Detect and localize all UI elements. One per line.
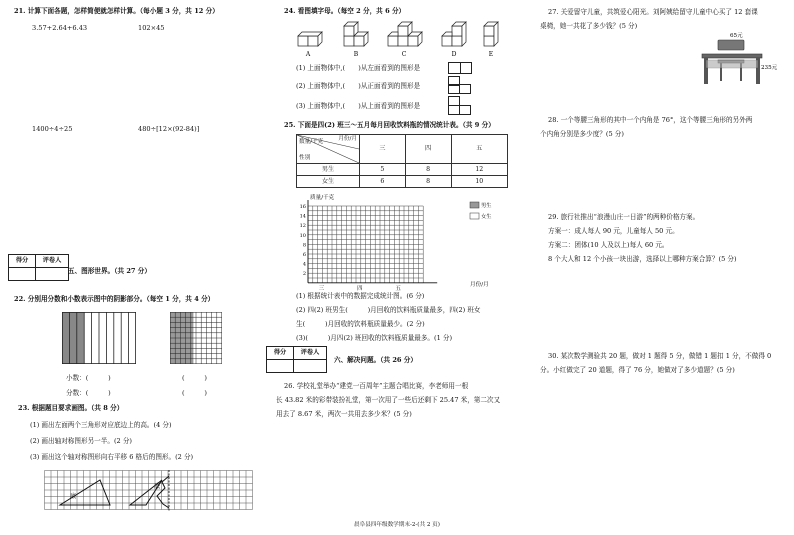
q24-view-shape-3 <box>448 96 470 114</box>
q24-title: 24. 看图填字母。（每空 2 分，共 6 分） <box>284 7 406 15</box>
chart-xlabel: 月份/月 <box>470 282 489 288</box>
x-category-label: 五 <box>395 285 401 292</box>
q21-expr-1: 3.57+2.64+6.43 <box>32 24 88 32</box>
q24-view-shape-1 <box>448 62 472 74</box>
q23-item-1: (1) 画出左面两个三角形对应底边上的高。(4 分) <box>30 421 172 429</box>
q30-line-1: 30. 某次数学测验共 20 题，做对 1 题得 5 分，做错 1 题扣 1 分，不做得 0 <box>548 352 772 360</box>
desk-price: 235元 <box>761 65 778 71</box>
q22-fraction-label-left[interactable]: 分数：( ) <box>66 389 111 397</box>
q28-line-1: 28. 一个等腰三角形的其中一个内角是 76°，这个等腰三角形的另外两 <box>548 116 753 124</box>
section6-title: 六、解决问题。（共 26 分） <box>334 356 417 364</box>
y-tick-label: 2 <box>302 271 306 278</box>
section5-score-box <box>8 254 69 281</box>
legend-label-boys: 男生 <box>481 203 492 209</box>
cube-figure-b <box>344 22 368 46</box>
cube-figure-a <box>298 32 322 46</box>
month-col-3: 五 <box>451 135 508 164</box>
x-category-label: 三 <box>318 285 325 292</box>
row-label: 男生 <box>297 164 360 176</box>
q25-item-2[interactable]: (2) 四(2) 班男生( )月回收的饮料瓶质量最多，四(2) 班女 <box>296 306 481 314</box>
y-tick-label: 10 <box>299 232 306 239</box>
grader-label: 评卷人 <box>36 255 69 268</box>
cube-label-e: E <box>488 51 494 58</box>
q29-line-3: 方案二：团体(10 人及以上)每人 60 元。 <box>548 241 669 249</box>
cube-label-a: A <box>305 51 311 58</box>
cube-figure-d <box>442 22 466 46</box>
score-label: 得分 <box>9 255 36 268</box>
y-tick-label: 12 <box>299 223 306 230</box>
q21-expr-3: 1400÷4÷25 <box>32 125 73 133</box>
q25-data-table <box>296 134 508 188</box>
legend-label-girls: 女生 <box>481 214 492 220</box>
row-label: 女生 <box>297 176 360 188</box>
y-tick-label: 16 <box>299 204 306 210</box>
desk-chair-picture <box>696 30 792 90</box>
q24-view-shape-2 <box>448 78 470 92</box>
q29-line-4: 8 个大人和 12 个小孩一块出游，选择以上哪种方案合算？(5 分) <box>548 255 737 263</box>
q25-title: 25. 下面是四(2) 班三～五月每月回收饮料瓶的情况统计表。（共 9 分） <box>284 121 495 129</box>
chart-ylabel: 质量/千克 <box>310 195 335 201</box>
cube-label-c: C <box>401 51 407 58</box>
q22-blank-right-2[interactable]: ( ) <box>182 389 207 397</box>
q24-item-1[interactable]: (1) 上面物体中,( )从左面看到的图形是 <box>296 64 421 72</box>
legend-swatch-girls <box>470 213 479 219</box>
legend-swatch-boys <box>470 202 479 208</box>
q23-title: 23. 根据题目要求画图。（共 8 分） <box>18 404 124 412</box>
q27-line-1: 27. 关爱留守儿童，共筑爱心阳光。刘阿姨给留守儿童中心买了 12 套课 <box>548 8 758 16</box>
cell-value: 8 <box>405 164 451 176</box>
q28-line-2: 个内角分别是多少度？(5 分) <box>540 130 624 138</box>
page-footer: 晨阜县四年级数学期末-2-(共 2 页) <box>354 522 440 529</box>
left-column <box>0 0 262 535</box>
header-gender: 性别 <box>299 155 311 162</box>
q23-item-3: (3) 画出这个轴对称图形向右平移 6 格后的图形。(2 分) <box>30 453 194 461</box>
score-cell[interactable] <box>267 360 294 373</box>
q21-title: 21. 计算下面各题，怎样简便就怎样计算。（每小题 3 分，共 12 分） <box>14 7 219 15</box>
q22-decimal-label-left[interactable]: 小数：( ) <box>66 374 111 382</box>
score-cell[interactable] <box>9 268 36 281</box>
q24-cube-figures <box>296 22 506 60</box>
cube-label-d: D <box>451 51 457 58</box>
q26-line-2: 长 43.82 米的彩带装扮礼堂，第一次用了一些后还剩下 25.47 米，第二次又 <box>276 396 501 404</box>
q29-line-1: 29. 旅行社推出“浪漫山庄一日游”的两种价格方案。 <box>548 213 700 221</box>
right-column <box>524 0 794 535</box>
q24-item-3[interactable]: (3) 上面物体中,( )从上面看到的图形是 <box>296 102 421 110</box>
q21-expr-4: 480÷[12×(92-84)] <box>138 125 200 133</box>
cell-value: 6 <box>360 176 406 188</box>
score-label: 得分 <box>267 347 294 360</box>
table-row <box>297 164 508 176</box>
section6-score-box <box>266 346 327 373</box>
y-tick-label: 4 <box>302 261 306 268</box>
table-diag-header <box>297 135 360 164</box>
q25-chart[interactable] <box>292 192 522 292</box>
grader-cell[interactable] <box>294 360 327 373</box>
y-tick-label: 14 <box>299 213 306 220</box>
table-row <box>297 176 508 188</box>
cell-value: 12 <box>451 164 508 176</box>
cell-value: 5 <box>360 164 406 176</box>
cube-figure-e <box>484 22 498 46</box>
cube-label-b: B <box>353 51 359 58</box>
month-col-1: 三 <box>360 135 406 164</box>
q25-item-3[interactable]: (3)( )月四(2) 班回收的饮料瓶质量最多。(1 分) <box>296 334 453 342</box>
q26-line-1: 26. 学校礼堂举办“建党一百周年”主题合唱比赛，李老师用一根 <box>284 382 469 390</box>
q22-title: 22. 分别用分数和小数表示图中的阴影部分。（每空 1 分，共 4 分） <box>14 295 215 303</box>
cell-value: 10 <box>451 176 508 188</box>
base-label-1: 底 <box>70 493 77 500</box>
cube-figure-c <box>388 22 422 46</box>
q22-blank-right-1[interactable]: ( ) <box>182 374 207 382</box>
q27-line-2: 桌椅，她一共花了多少钱？(5 分) <box>540 22 638 30</box>
q23-item-2: (2) 画出轴对称图形另一半。(2 分) <box>30 437 132 445</box>
q25-item-1: (1) 根据统计表中的数据完成统计图。(6 分) <box>296 292 425 300</box>
q29-line-2: 方案一：成人每人 90 元，儿童每人 50 元。 <box>548 227 679 235</box>
q21-expr-2: 102×45 <box>138 24 165 32</box>
x-category-label: 四 <box>357 285 363 292</box>
q23-drawing-grid[interactable] <box>44 470 258 512</box>
q25-item-2b[interactable]: 生( )月回收的饮料瓶质量最少。(2 分) <box>296 320 425 328</box>
middle-column <box>262 0 524 535</box>
month-col-2: 四 <box>405 135 451 164</box>
base-label-2: 底 <box>154 483 161 490</box>
section5-title: 五、图形世界。（共 27 分） <box>68 267 151 275</box>
grader-label: 评卷人 <box>294 347 327 360</box>
y-tick-label: 8 <box>302 242 306 249</box>
y-tick-label: 6 <box>302 252 306 258</box>
q30-line-2: 分。小红做完了 20 道题，得了 76 分，她做对了多少道题？(5 分) <box>540 366 735 374</box>
header-month: 月份/月 <box>338 136 357 142</box>
q26-line-3: 用去了 8.67 米，两次一共用去多少米？(5 分) <box>276 410 412 418</box>
q22-grid-figure <box>170 312 222 364</box>
header-quantity: 数量/千克 <box>299 139 324 145</box>
grader-cell[interactable] <box>36 268 69 281</box>
q24-item-2[interactable]: (2) 上面物体中,( )从正面看到的图形是 <box>296 82 421 90</box>
cell-value: 8 <box>405 176 451 188</box>
q22-strip-figure <box>62 312 136 364</box>
chair-price: 65元 <box>730 33 743 39</box>
